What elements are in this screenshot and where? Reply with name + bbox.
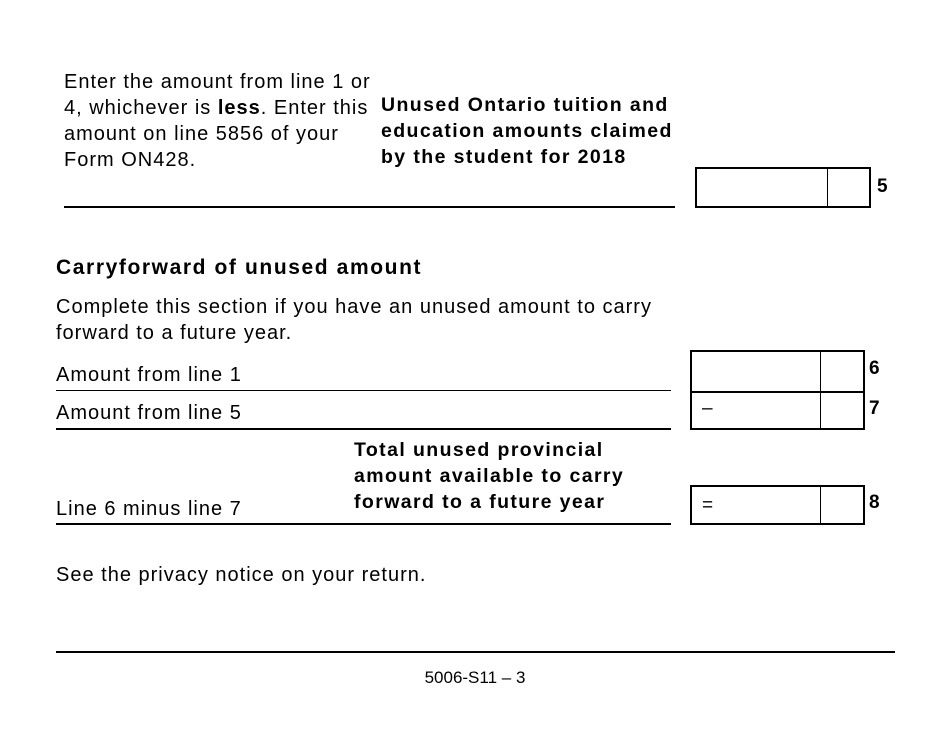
line6-label: Amount from line 1 <box>56 364 242 386</box>
line-number-6: 6 <box>869 358 880 379</box>
form-identifier: 5006-S11 – 3 <box>424 668 526 687</box>
line5-amount-box <box>695 167 871 208</box>
carryforward-heading: Carryforward of unused amount <box>56 256 423 279</box>
line6-dollars-input[interactable] <box>692 352 821 391</box>
line7-cents-input[interactable] <box>821 391 863 428</box>
line8-underline <box>56 523 671 525</box>
line8-dollars-input[interactable] <box>692 487 821 523</box>
line8-description: Total unused provincial amount available to carry forward to a future year <box>354 439 625 513</box>
line8-cents-input[interactable] <box>821 487 863 523</box>
footer-rule <box>56 651 895 653</box>
equals-sign: = <box>702 495 714 516</box>
line8-label: Line 6 minus line 7 <box>56 498 242 520</box>
line-number-7: 7 <box>869 398 880 419</box>
line5-instruction: Enter the amount from line 1 or 4, whichever is less. Enter this amount on line 5856 of your Form ON428. <box>64 71 371 171</box>
minus-sign: – <box>702 398 713 419</box>
line5-cents-input[interactable] <box>828 169 869 206</box>
line7-label: Amount from line 5 <box>56 402 242 424</box>
lines6-7-amount-box <box>690 350 865 430</box>
line7-underline <box>56 428 671 430</box>
carryforward-intro: Complete this section if you have an unused amount to carry forward to a future year. <box>56 296 652 344</box>
line-number-5: 5 <box>877 176 888 197</box>
line7-dollars-input[interactable] <box>692 391 821 428</box>
line5-underline <box>64 206 675 208</box>
privacy-notice: See the privacy notice on your return. <box>56 564 427 586</box>
line5-dollars-input[interactable] <box>697 169 828 206</box>
line8-amount-box <box>690 485 865 525</box>
line6-cents-input[interactable] <box>821 352 863 391</box>
line5-label: Unused Ontario tuition and education amounts claimed by the student for 2018 <box>381 94 673 168</box>
emphasis-less: less <box>217 97 261 119</box>
line6-underline <box>56 390 671 391</box>
line-number-8: 8 <box>869 492 880 513</box>
